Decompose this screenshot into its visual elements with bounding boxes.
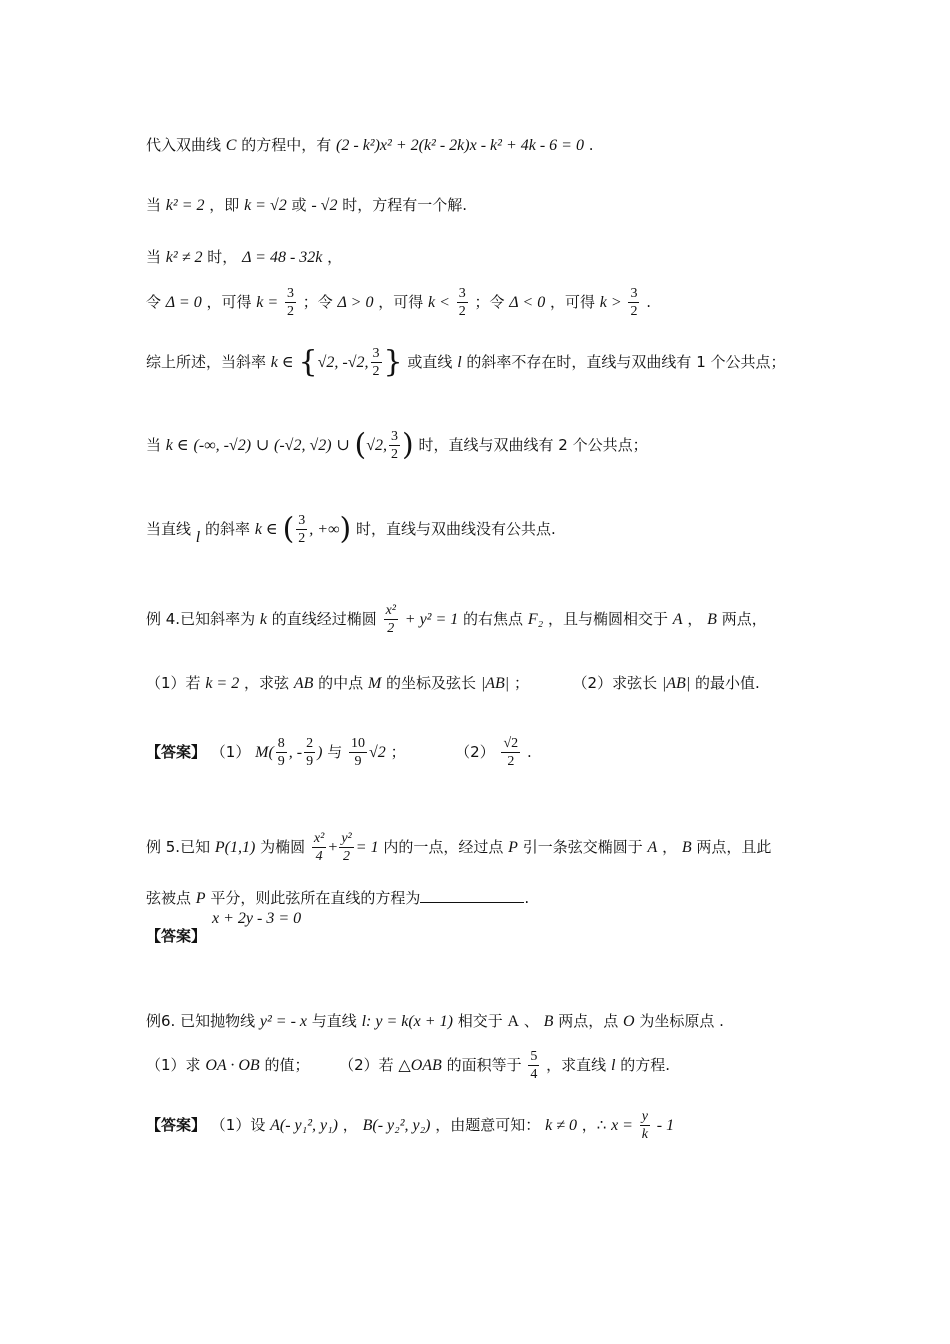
paren-close: ) — [402, 427, 414, 463]
text: 引一条弦交椭圆于 — [522, 838, 643, 856]
text: 弦被点 — [146, 889, 192, 907]
math-union: ∪ — [255, 437, 270, 454]
text: 两点，点 — [558, 1012, 619, 1030]
text: （1）设 — [210, 1116, 266, 1134]
text: ； — [390, 743, 406, 761]
text: 或 — [291, 196, 307, 214]
text: 例 5.已知 — [146, 838, 211, 856]
line-discriminant — [146, 285, 651, 320]
math-abs: |AB| — [480, 675, 510, 692]
text: ，可得 — [549, 293, 595, 311]
math-eq: Δ = 0 — [165, 294, 202, 311]
text: 综上所述，当斜率 — [146, 353, 267, 371]
math-eq: k ≠ 0 — [545, 1117, 577, 1134]
math-eq: y² = - x — [259, 1013, 307, 1030]
math-A: A — [672, 611, 683, 628]
text: 的中点 — [318, 674, 364, 692]
example-4-statement — [146, 602, 767, 637]
text: 时，方程有一个解. — [342, 196, 468, 214]
brace-close: } — [383, 344, 403, 380]
text: 当直线 — [146, 520, 192, 538]
example-5-statement — [146, 830, 771, 865]
fraction: $\frac{10}{9}$ — [351, 736, 366, 769]
text: 例 4.已知斜率为 — [146, 610, 256, 628]
text: ， — [327, 248, 343, 266]
fraction: $\frac{2}{9}$ — [306, 736, 314, 769]
text: . — [646, 293, 652, 311]
math-interval: , +∞ — [309, 521, 340, 538]
math-eq: Δ > 0 — [337, 294, 374, 311]
math-sqrt: √2 — [369, 744, 386, 761]
math-P: P(1,1) — [214, 839, 256, 856]
text: （2） — [455, 743, 495, 761]
example-5-answer-value — [212, 908, 301, 929]
math-eq: l: y = k(x + 1) — [361, 1013, 453, 1030]
math-eq: x = — [611, 1117, 633, 1134]
fraction: $\frac{\text{x²}}{2}$ — [385, 603, 396, 636]
math-plus: + — [328, 839, 338, 856]
math-triangle: △OAB — [398, 1057, 442, 1074]
math-dot-product: OA · OB — [205, 1057, 260, 1074]
text: （2）求弦长 — [572, 674, 658, 692]
text: 的坐标及弦长 — [386, 674, 477, 692]
text: ； — [513, 674, 529, 692]
math-M: M( — [255, 744, 274, 761]
text: 与 — [327, 743, 343, 761]
math-eq: k = 2 — [205, 675, 240, 692]
math-eq: k = √2 — [244, 197, 287, 214]
math-B: B(- y₂², y₂) — [362, 1117, 431, 1134]
math-interval: √2, — [366, 437, 388, 454]
text: 为坐标原点 . — [639, 1012, 724, 1030]
fraction: $\frac{3}{2}$ — [630, 286, 638, 319]
math-interval: (-√2, √2) — [274, 437, 332, 454]
text: 令 — [146, 293, 162, 311]
text: ， — [687, 610, 703, 628]
line-case-one — [146, 195, 467, 216]
text: . — [524, 889, 530, 907]
math-abs: |AB| — [661, 675, 691, 692]
text: 与直线 — [311, 1012, 357, 1030]
fraction: $\frac{√2}{2}$ — [503, 736, 519, 769]
math-eq: = 1 — [355, 839, 379, 856]
line-case-two — [146, 247, 342, 268]
text: . — [588, 136, 594, 154]
text: 的最小值. — [695, 674, 760, 692]
text: ，求直线 — [546, 1056, 607, 1074]
math-B: B — [681, 839, 692, 856]
math-M: M — [367, 675, 382, 692]
text: ，即 — [209, 196, 240, 214]
fraction: $\frac{8}{9}$ — [277, 736, 285, 769]
example-6-answer — [146, 1108, 674, 1143]
fraction: $\frac{\text{y²}}{2}$ — [341, 831, 352, 864]
text: 时，直线与双曲线有 2 个公共点； — [418, 436, 648, 454]
example-6-questions — [146, 1048, 670, 1083]
math-F2: F₂ — [527, 611, 544, 628]
text: （1）若 — [146, 674, 201, 692]
math-P: P — [195, 890, 206, 907]
text: 内的一点，经过点 — [383, 838, 504, 856]
text: ；令 — [302, 293, 333, 311]
text: 两点，且此 — [696, 838, 772, 856]
fraction: $\frac{5}{4}$ — [530, 1049, 538, 1082]
math-k: k — [259, 611, 267, 628]
paren-close: ) — [339, 511, 352, 547]
math: ) — [317, 744, 323, 761]
math-eq: k ∈ — [270, 354, 294, 371]
example-5-answer — [146, 926, 206, 946]
example-4-questions — [146, 673, 760, 694]
text: 相交于 — [457, 1012, 503, 1030]
math: , - — [288, 744, 303, 761]
fraction: $\frac{y}{k}$ — [641, 1109, 648, 1142]
math-eq: k = — [256, 294, 279, 311]
text: 平分，则此弦所在直线的方程为 — [210, 889, 421, 907]
text: ，可得 — [206, 293, 252, 311]
text: 的右焦点 — [463, 610, 524, 628]
text: 的值； — [264, 1056, 310, 1074]
math-eq: Δ < 0 — [509, 294, 546, 311]
math-eq: k² = 2 — [165, 197, 205, 214]
fraction: $\frac{\text{x²}}{4}$ — [313, 831, 325, 864]
math-eq: k < — [428, 294, 450, 311]
math-A: A — [507, 1013, 520, 1030]
line-summary-three — [146, 512, 556, 547]
example-4-answer — [146, 735, 532, 770]
text: 当 — [146, 248, 162, 266]
text: 代入双曲线 — [146, 136, 222, 154]
text: 或直线 — [407, 353, 453, 371]
text: （1）求 — [146, 1056, 201, 1074]
text: 的方程中，有 — [241, 136, 332, 154]
answer-blank — [420, 888, 524, 903]
text: 当 — [146, 436, 162, 454]
text: （1） — [210, 743, 251, 761]
math-l: l — [457, 354, 462, 371]
text: 两点， — [721, 610, 767, 628]
math-set: √2, -√2, — [317, 354, 369, 371]
text: 为椭圆 — [260, 838, 306, 856]
answer-label: 【答案】 — [146, 1116, 207, 1134]
answer-label: 【答案】 — [146, 743, 207, 761]
math-eq: k ∈ — [254, 521, 278, 538]
math-eq: Δ = 48 - 32k — [242, 249, 323, 266]
example-5-statement-cont — [146, 888, 529, 909]
text: 例6. 已知抛物线 — [146, 1012, 256, 1030]
line-substitution — [146, 135, 594, 156]
text: ，求弦 — [244, 674, 290, 692]
paren-open: ( — [282, 511, 295, 547]
text: . — [526, 743, 532, 761]
text: ，且与椭圆相交于 — [547, 610, 668, 628]
fraction: $\frac{3}{2}$ — [372, 346, 380, 379]
brace-open: { — [298, 344, 318, 380]
math-B: B — [543, 1013, 554, 1030]
text: 的斜率不存在时，直线与双曲线有 1 个公共点； — [466, 353, 786, 371]
line-summary-two — [146, 428, 648, 463]
paren-open: ( — [354, 427, 367, 463]
math-answer: x + 2y - 3 = 0 — [212, 910, 302, 927]
text: ，∴ — [581, 1116, 607, 1134]
text: ，可得 — [378, 293, 424, 311]
line-summary-one — [146, 345, 786, 380]
math-AB: AB — [293, 675, 314, 692]
example-6-statement — [146, 1011, 724, 1032]
math-B: B — [707, 611, 717, 628]
math-eq: - √2 — [311, 197, 338, 214]
fraction: $\frac{3}{2}$ — [286, 286, 294, 319]
math-C: C — [225, 137, 237, 154]
math-eq: k² ≠ 2 — [165, 249, 203, 266]
math-equation: (2 - k²)x² + 2(k² - 2k)x - k² + 4k - 6 = 0 — [336, 137, 584, 154]
text: 的斜率 — [205, 520, 251, 538]
math-l: l — [610, 1057, 616, 1074]
math-l: l — [195, 529, 201, 546]
text: 的面积等于 — [446, 1056, 522, 1074]
math-eq: + y² = 1 — [404, 611, 459, 628]
math-eq: k > — [599, 294, 622, 311]
math-union: ∪ — [336, 437, 350, 454]
fraction: $\frac{3}{2}$ — [391, 429, 399, 462]
text: 、 — [523, 1012, 539, 1030]
fraction: $\frac{3}{2}$ — [298, 513, 306, 546]
text: 的直线经过椭圆 — [271, 610, 377, 628]
math-A: A(- y₁², y₁) — [270, 1117, 339, 1134]
math-eq: k ∈ — [165, 437, 189, 454]
math-A: A — [647, 839, 658, 856]
text: ；令 — [474, 293, 505, 311]
text: ， — [342, 1116, 358, 1134]
text: 时， — [207, 248, 238, 266]
text: ， — [662, 838, 678, 856]
text: 时，直线与双曲线没有公共点. — [355, 520, 556, 538]
math-eq: - 1 — [656, 1117, 675, 1134]
text: （2）若 — [339, 1056, 394, 1074]
text: ，由题意可知： — [435, 1116, 541, 1134]
text: 的方程. — [620, 1056, 670, 1074]
fraction: $\frac{3}{2}$ — [458, 286, 466, 319]
answer-label: 【答案】 — [146, 927, 207, 945]
text: 当 — [146, 196, 162, 214]
math-O: O — [622, 1013, 635, 1030]
math-P: P — [508, 839, 518, 856]
math-interval: (-∞, -√2) — [193, 437, 252, 454]
